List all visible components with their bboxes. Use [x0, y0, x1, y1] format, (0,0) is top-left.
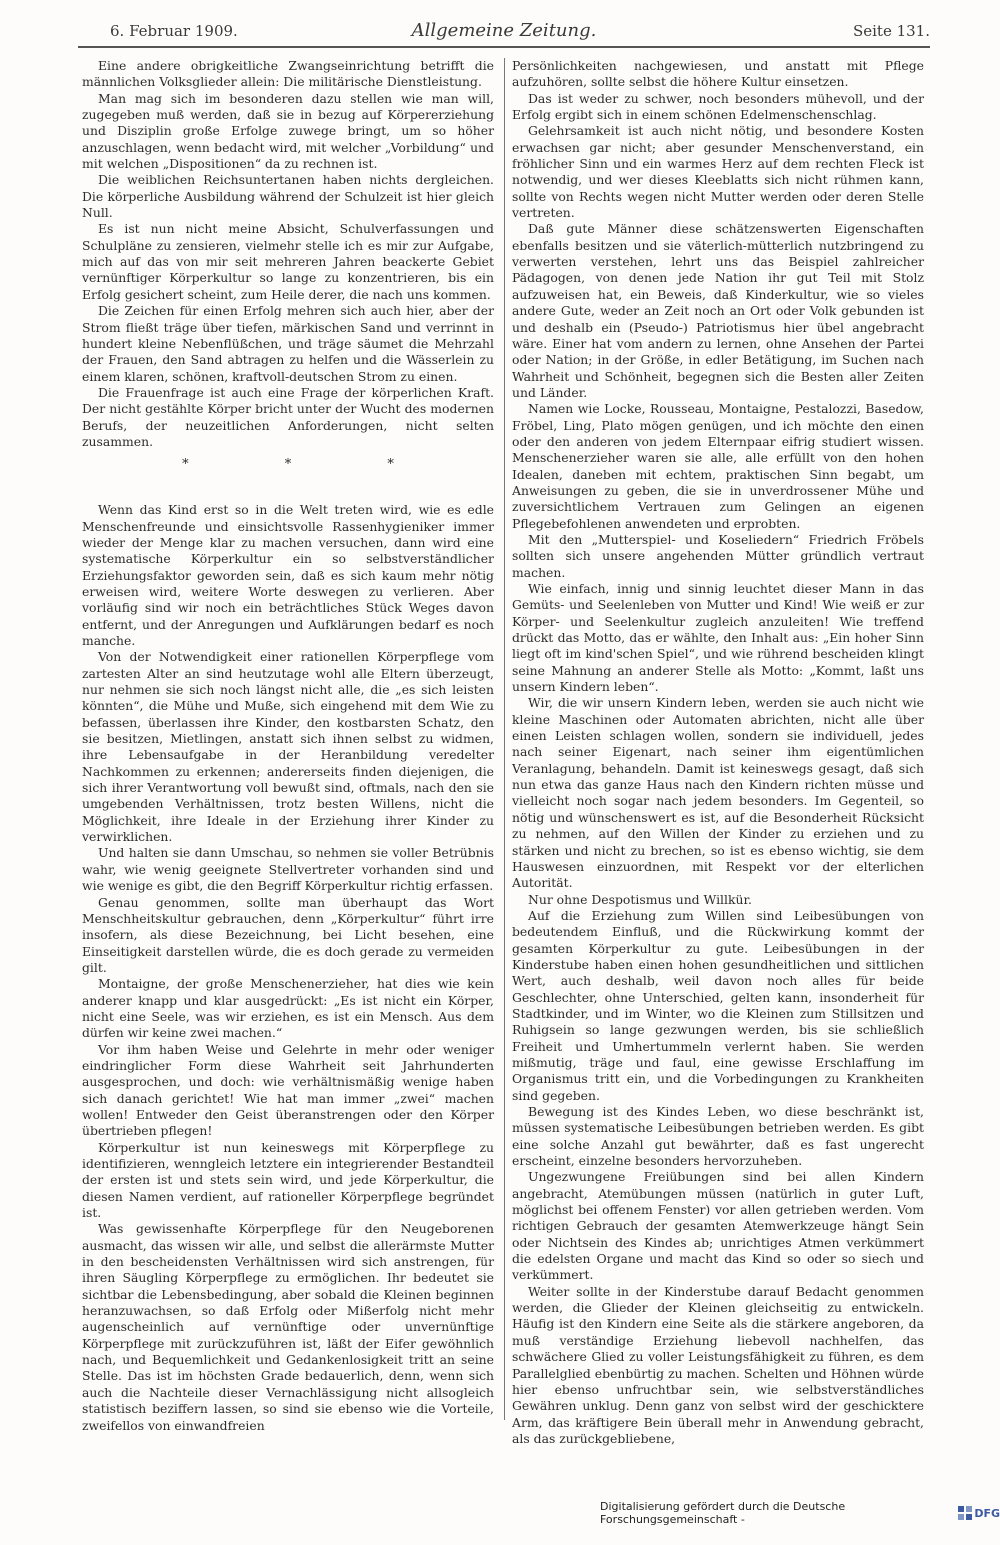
paragraph: Die Frauenfrage ist auch eine Frage der körperlichen Kraft. Der nicht gestählte Körper bricht unter der Wucht des modernen Berufs, der neuzeitlichen Anforderungen, nicht selten zusammen. [82, 384, 494, 449]
paragraph: Die weiblichen Reichsuntertanen haben nichts dergleichen. Die körperliche Ausbildung während der Schulzeit ist hier gleich Null. [82, 172, 494, 221]
newspaper-title: Allgemeine Zeitung. [411, 20, 597, 41]
paragraph: Weiter sollte in der Kinderstube darauf Bedacht genommen werden, die Glieder der Kleinen gleichseitig zu entwickeln. Häufig ist den Kindern eine Seite als die stärkere angeboren, da muß verständige Erziehung liebevoll nachhelfen, das schwächere Glied zu voller Leistungsfähigkeit zu führen, es dem Parallelglied ebenbürtig zu machen. Schelten und Höhnen würde hier ebenso unfruchtbar sein, wie selbstverständliches Gewähren unklug. Denn ganz von selbst wird der geschicktere Arm, das kräftigere Bein überall mehr in Anwendung gebracht, als das zurückgebliebene, [512, 1283, 924, 1446]
paragraph: Montaigne, der große Menschenerzieher, hat dies wie kein anderer knapp und klar ausgedrückt: „Es ist nicht ein Körper, nicht eine Seele, was wir erziehen, es ist ein Mensch. Aus dem dürfen wir keine zwei machen.“ [82, 976, 494, 1041]
dfg-logo-text: DFG [974, 1506, 1000, 1520]
paragraph: Namen wie Locke, Rousseau, Montaigne, Pestalozzi, Basedow, Fröbel, Ling, Plato mögen genügen, und ich möchte den einen oder den anderen von jedem Elternpaar eifrig studiert wissen. Menschenerzieher waren sie alle, alle erfüllt von den hohen Idealen, daneben mit echtem, praktischen Sinn begabt, um Anweisungen zu geben, die sie in unverdrossener Mühe und zuversichtlichem Vertrauen zum Gelingen an eigenen Pflegebefohlenen anwendeten und erprobten. [512, 401, 924, 531]
paragraph: Nur ohne Despotismus und Willkür. [528, 891, 752, 907]
paragraph: Wie einfach, innig und sinnig leuchtet dieser Mann in das Gemüts- und Seelenleben von Mutter und Kind! Wie weiß er zur Körper- und Seelenkultur zugleich anzuleiten! Wie treffend drückt das Motto, das er wählte, den Inhalt aus: „Ein hoher Sinn liegt oft im kind'schen Spiel“, und wie rührend bescheiden klingt seine Mahnung an anderer Stelle als Motto: „Kommt, laßt uns unsern Kindern leben“. [512, 581, 924, 695]
paragraph: Ungezwungene Freiübungen sind bei allen Kindern angebracht, Atemübungen müssen (natürlich in guter Luft, möglichst bei offenem Fenster) vor allen getrieben werden. Vom richtigen Gebrauch der gesamten Atemwerkzeuge hängt Sein oder Nichtsein des Kindes ab; unrichtiges Atmen verkümmert die edelsten Organe und macht das Kind so oder so siech und verkümmert. [512, 1169, 924, 1283]
right-column [512, 58, 924, 1447]
paragraph: Bewegung ist des Kindes Leben, wo diese beschränkt ist, müssen systematische Leibesübungen betrieben werden. Es gibt eine solche Anzahl gut bewährter, daß es fast ungerecht erscheint, einzelne besonders hervorzuheben. [512, 1104, 924, 1169]
funding-credit: Digitalisierung gefördert durch die Deutsche Forschungsgemeinschaft - [600, 1500, 846, 1526]
paragraph: Persönlichkeiten nachgewiesen, und anstatt mit Pflege aufzuhören, sollte selbst die höhere Kultur einsetzen. [512, 58, 924, 90]
paragraph: Vor ihm haben Weise und Gelehrte in mehr oder weniger eindringlicher Form diese Wahrheit seit Jahrhunderten ausgesprochen, und doch: wie verhältnismäßig wenige haben sich danach gerichtet! Wie hat man immer „zwei“ machen wollen! Entweder den Geist überanstrengen oder den Körper übertrieben pflegen! [82, 1041, 494, 1139]
paragraph: Gelehrsamkeit ist auch nicht nötig, und besondere Kosten erwachsen gar nicht; aber gesunder Menschenverstand, ein fröhlicher Sinn und ein warmes Herz auf dem rechten Fleck ist notwendig, und wer dieses Kleeblatts sich nicht rühmen kann, sollte von Rechts wegen nicht Mutter werden oder deren Stelle vertreten. [512, 123, 924, 221]
issue-date: 6. Februar 1909. [110, 22, 238, 40]
left-column [82, 58, 494, 1434]
column-divider [504, 58, 505, 1420]
paragraph: Genau genommen, sollte man überhaupt das Wort Menschheitskultur gebrauchen, denn „Körperkultur“ führt irre insofern, als diese Bezeichnung, bei Licht besehen, eine Einseitigkeit darstellen würde, die es doch gerade zu vermeiden gilt. [82, 894, 494, 975]
paragraph: Körperkultur ist nun keineswegs mit Körperpflege zu identifizieren, wenngleich letztere ein integrierender Bestandteil der ersten ist und stets sein wird, und jede Körperkultur, die diesen Namen verdient, auf rationeller Körperpflege begründet ist. [82, 1139, 494, 1221]
paragraph: Eine andere obrigkeitliche Zwangseinrichtung betrifft die männlichen Volksglieder allein: Die militärische Dienstleistung. [82, 58, 494, 90]
paragraph: Und halten sie dann Umschau, so nehmen sie voller Betrübnis wahr, wie wenig geeignete Stellvertreter vorhanden sind und wie wenige es gibt, die den Begriff Körperkultur richtig erfassen. [82, 845, 494, 894]
header-rule [78, 46, 930, 48]
paragraph: Die Zeichen für einen Erfolg mehren sich auch hier, aber der Strom fließt träge über tiefen, märkischen Sand und verrinnt in hundert kleine Nebenflüßchen, und träge säumet die Mehrzahl der Frauen, den Sand abtragen zu helfen und die Wässerlein zu einem klaren, schönen, kraftvoll-deutschen Strom zu einen. [82, 303, 494, 384]
paragraph: Es ist nun nicht meine Absicht, Schulverfassungen und Schulpläne zu zensieren, vielmehr stelle ich es mir zur Aufgabe, mich auf das von mir seit mehreren Jahren beackerte Gebiet vernünftiger Körperkultur so lange zu konzentrieren, bis ein Erfolg gesichert scheint, zum Heile derer, die nach uns kommen. [82, 221, 494, 302]
paragraph: Was gewissenhafte Körperpflege für den Neugeborenen ausmacht, das wissen wir alle, und selbst die allerärmste Mutter in den bescheidensten Verhältnissen wird sich anstrengen, für ihren Säugling Körperpflege zu ermöglichen. Ihr bedeutet sie sichtbar die Lebensbedingung, aber sobald die Kleinen beginnen heranzuwachsen, so daß Erfolg oder Mißerfolg nicht mehr augenscheinlich auf vernünftige oder unvernünftige Körperpflege mit zurückzuführen ist, läßt der Eifer gewöhnlich nach, und Bequemlichkeit und Gedankenlosigkeit tritt an seine Stelle. Das ist im höchsten Grade bedauerlich, denn, wenn sich auch die Nachteile dieser Vernachlässigung nicht allsogleich statistisch beziffern lassen, so sind sie ebenso wie die Vorteile, zweifellos von einwandfreien [82, 1221, 494, 1433]
paragraph: Daß gute Männer diese schätzenswerten Eigenschaften ebenfalls besitzen und sie väterlich-mütterlich nutzbringend zu verwerten verstehen, lehrt uns das Beispiel zahlreicher Pädagogen, von denen jede Nation ihr gut Teil mit Stolz aufzuweisen hat, ein Beweis, daß Kinderkultur, wie so vieles andere Gute, weder an Zeit noch an Ort oder Volk gebunden ist und deshalb ein (Pseudo-) Patriotismus hier übel angebracht wäre. Einer hat vom andern zu lernen, ohne Ansehen der Partei oder Nation; in der Größe, in edler Betätigung, im Suchen nach Wahrheit und Schönheit, begegnen sich die Besten aller Zeiten und Länder. [512, 221, 924, 400]
paragraph: Von der Notwendigkeit einer rationellen Körperpflege vom zartesten Alter an sind heutzutage wohl alle Eltern überzeugt, nur nehmen sie sich noch längst nicht alle, die „es sich leisten könnten“, die Mühe und Muße, sich eingehend mit dem Wie zu befassen, überlassen ihre Kinder, den kostbarsten Schatz, den sie besitzen, Mietlingen, anstatt sich ihnen selbst zu widmen, ihre Lebensaufgabe in der Heranbildung veredelter Nachkommen zu erkennen; andererseits finden diejenigen, die sich ihrer Verantwortung voll bewußt sind, oftmals, nach den sie umgebenden Verhältnissen, trotz besten Willens, nicht die Möglichkeit, ihre Ideale in der Erziehung ihrer Kinder zu verwirklichen. [82, 649, 494, 845]
digitization-footer [600, 1500, 1000, 1526]
dfg-logo[interactable] [958, 1505, 1000, 1521]
dfg-mark-icon [958, 1506, 972, 1520]
paragraph: Wir, die wir unsern Kindern leben, werden sie auch nicht wie kleine Maschinen oder Automaten abrichten, nicht alle über einen Leisten schlagen wollen, sondern sie individuell, jedes nach seiner Eigenart, nach seiner ihm eigentümlichen Veranlagung, behandeln. Damit ist keineswegs gesagt, daß sich nun etwa das ganze Haus nach den Kindern richten müsse und vielleicht noch sogar nach jedem besonders. Im Gegenteil, so nötig und wünschenswert es ist, auf die Besonderheit Rücksicht zu nehmen, auf den Willen der Kinder zu erziehen und zu stärken und nicht zu brechen, so ist es ebenso wichtig, sie dem Hauswesen einzuordnen, mit Respekt vor der elterlichen Autorität. [512, 695, 924, 891]
paragraph: Mit den „Mutterspiel- und Koseliedern“ Friedrich Fröbels sollten sich unsere angehenden Mütter gründlich vertraut machen. [512, 531, 924, 580]
paragraph: Auf die Erziehung zum Willen sind Leibesübungen von bedeutendem Einfluß, und die Rückwirkung kommt der gesamten Körperkultur zu gute. Leibesübungen in der Kinderstube haben einen hohen gesundheitlichen und sittlichen Wert, auch deshalb, weil davon noch alles für beide Geschlechter, ohne Unterschied, gelten kann, insonderheit für Stadtkinder, und im Winter, wo die Kleinen zum Stillsitzen und Ruhigsein so lange gezwungen werden, bis sie schließlich Freiheit und Umhertummeln verlernt haben. Sie werden mißmutig, träge und faul, eine gewisse Erschlaffung im Organismus tritt ein, und die Vorbedingungen zu Krankheiten sind gegeben. [512, 907, 924, 1103]
section-separator: * * * [182, 457, 440, 473]
paragraph: Man mag sich im besonderen dazu stellen wie man will, zugegeben muß werden, daß sie in bezug auf Körpererziehung und Disziplin große Erfolge zuwege bringt, um so höher anzuschlagen, wenn bedacht wird, mit welcher „Vorbildung“ und mit welchen „Dispositionen“ da zu rechnen ist. [82, 90, 494, 172]
paragraph: Das ist weder zu schwer, noch besonders mühevoll, und der Erfolg ergibt sich in einem schönen Edelmenschenschlag. [512, 90, 924, 123]
paragraph: Wenn das Kind erst so in die Welt treten wird, wie es edle Menschenfreunde und einsichtsvolle Rassenhygieniker immer wieder der Menge klar zu machen versuchen, dann wird eine systematische Körperkultur ein so selbstverständlicher Erziehungsfaktor geworden sein, daß es sich kaum mehr nötig erweisen wird, weitere Worte deswegen zu verlieren. Aber vorläufig sind wir noch ein beträchtliches Stück Weges davon entfernt, und der Anregungen und Aufklärungen bedarf es noch manche. [82, 502, 494, 648]
page-number: Seite 131. [852, 22, 930, 40]
page-header [78, 20, 930, 46]
